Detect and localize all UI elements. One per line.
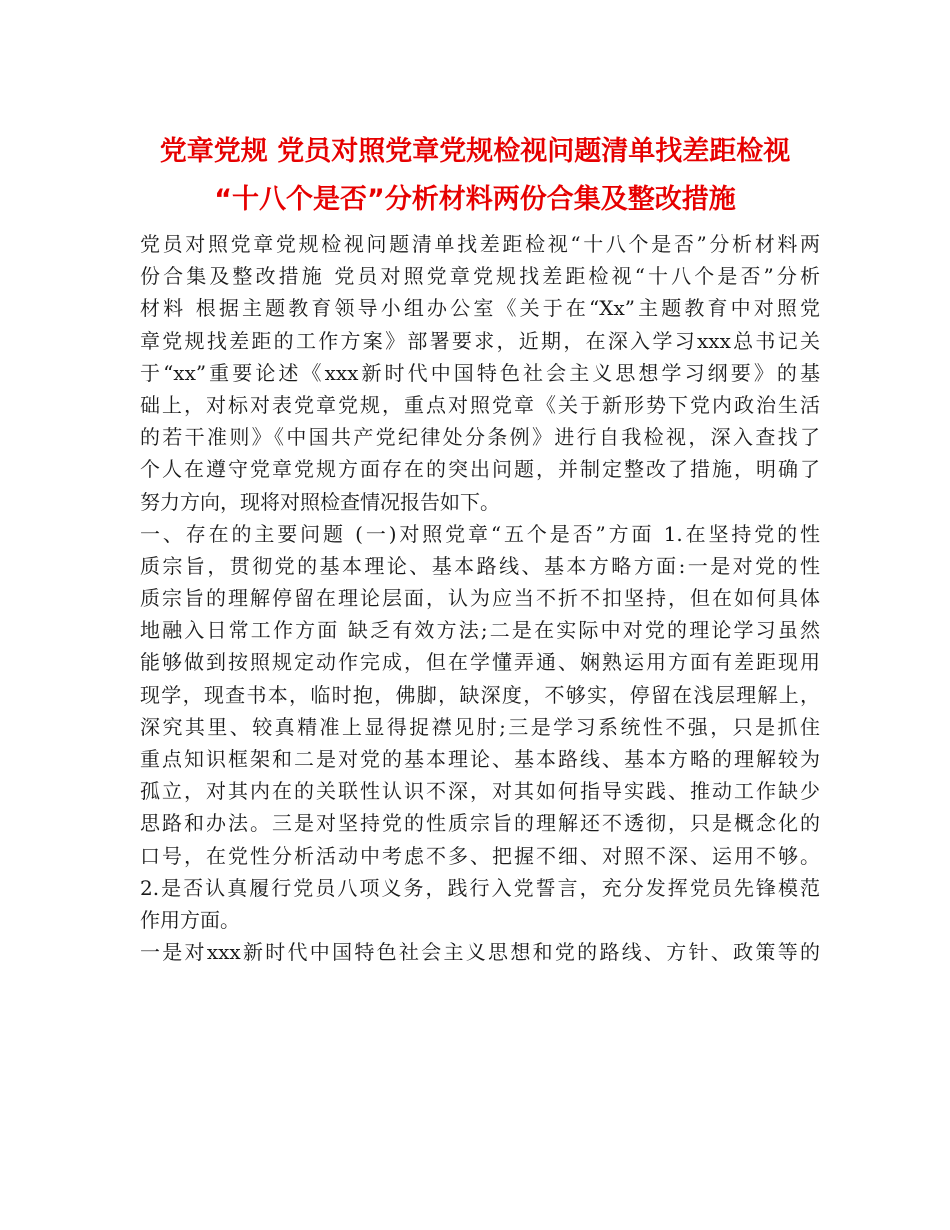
body-line: 个人在遵守党章党规方面存在的突出问题，并制定整改了措施，明确了: [140, 457, 820, 482]
body-line: 础上，对标对表党章党规，重点对照党章《关于新形势下党内政治生活: [140, 392, 820, 417]
body-line: 质宗旨的理解停留在理论层面，认为应当不折不扣坚持，但在如何具体: [140, 586, 820, 611]
body-line: 质宗旨，贯彻党的基本理论、基本路线、基本方略方面:一是对党的性: [140, 553, 820, 578]
document-body: [140, 228, 820, 968]
body-line: 思路和办法。三是对坚持党的性质宗旨的理解还不透彻，只是概念化的: [140, 811, 820, 836]
body-line: 口号，在党性分析活动中考虑不多、把握不细、对照不深、运用不够。: [140, 843, 820, 868]
body-line: 党员对照党章党规检视问题清单找差距检视“十八个是否”分析材料两: [140, 232, 820, 256]
body-line: 一、存在的主要问题 (一)对照党章“五个是否”方面 1.在坚持党的性: [140, 521, 820, 546]
body-line: 于“xx”重要论述《xxx新时代中国特色社会主义思想学习纲要》的基: [140, 360, 820, 385]
body-line: 深究其里、较真精准上显得捉襟见肘;三是学习系统性不强，只是抓住: [140, 714, 820, 739]
body-line: 作用方面。: [140, 907, 240, 932]
body-line: 地融入日常工作方面 缺乏有效方法;二是在实际中对党的理论学习虽然: [140, 618, 820, 643]
document-title: [100, 128, 850, 224]
body-line: 孤立，对其内在的关联性认识不深，对其如何指导实践、推动工作缺少: [140, 779, 820, 804]
body-line: 重点知识框架和二是对党的基本理论、基本路线、基本方略的理解较为: [140, 747, 820, 771]
title-line-2: “十八个是否”分析材料两份合集及整改措施: [214, 184, 736, 215]
body-line: 材料 根据主题教育领导小组办公室《关于在“Xx”主题教育中对照党: [140, 296, 820, 321]
title-line-1: 党章党规 党员对照党章党规检视问题清单找差距检视: [159, 136, 791, 167]
body-line: 份合集及整改措施 党员对照党章党规找差距检视“十八个是否”分析: [140, 264, 820, 289]
body-line: 能够做到按照规定动作完成，但在学懂弄通、娴熟运用方面有差距现用: [140, 650, 820, 675]
body-line: 一是对xxx新时代中国特色社会主义思想和党的路线、方针、政策等的: [140, 940, 820, 965]
body-line: 现学，现查书本，临时抱，佛脚，缺深度，不够实，停留在浅层理解上，: [140, 682, 820, 707]
body-line: 2.是否认真履行党员八项义务，践行入党誓言，充分发挥党员先锋模范: [140, 875, 820, 900]
body-line: 的若干准则》《中国共产党纪律处分条例》进行自我检视，深入查找了: [140, 425, 820, 450]
body-line: 章党规找差距的工作方案》部署要求，近期，在深入学习xxx总书记关: [140, 328, 820, 353]
body-line: 努力方向，现将对照检查情况报告如下。: [140, 489, 500, 514]
